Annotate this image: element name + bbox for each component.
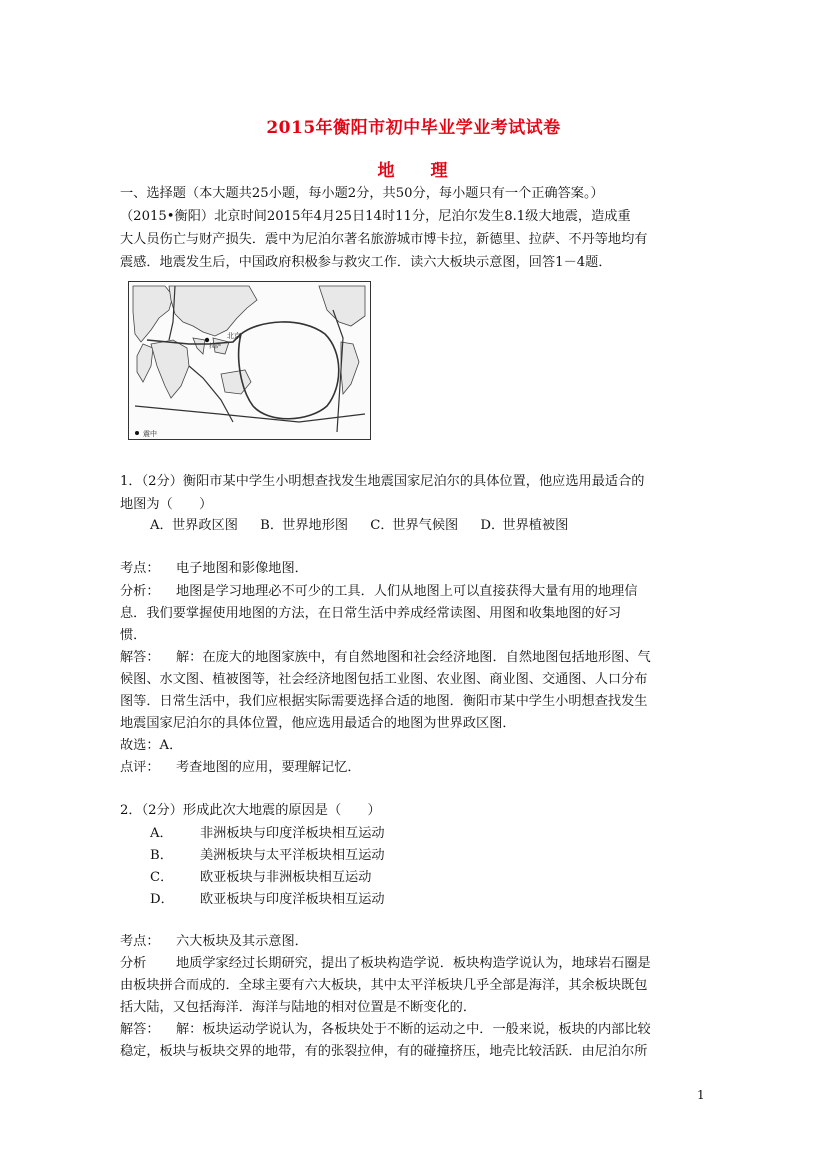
- q1-jieda: 地震国家尼泊尔的具体位置，他应选用最适合的地图为世界政区图．: [120, 716, 516, 731]
- q2-option-b: B． 美洲板块与太平洋板块相互运动: [150, 848, 385, 863]
- q2-kaodian: 考点： 六大板块及其示意图．: [120, 934, 308, 949]
- south-america-shape: [137, 344, 153, 382]
- q1-fenxi: 惯．: [120, 628, 147, 643]
- africa-shape: [151, 340, 189, 398]
- section-heading: 一、选择题（本大题共25小题，每小题2分，共50分，每小题只有一个正确答案。）: [120, 186, 604, 201]
- option-a: A．世界政区图: [150, 518, 238, 533]
- india-shape: [193, 338, 205, 354]
- q1-jieda: 候图、水文图、植被图等，社会经济地图包括工业图、农业图、商业图、交通图、人口分布: [120, 672, 648, 687]
- context-line: 大人员伤亡与财产损失．震中为尼泊尔著名旅游城市博卡拉，新德里、拉萨、不丹等地均有: [120, 232, 648, 247]
- eurasia-shape: [169, 286, 257, 336]
- subject-title: 地 理: [377, 161, 450, 181]
- plate-map-figure: [128, 281, 371, 440]
- q2-option-d: D． 欧亚板块与印度洋板块相互运动: [150, 892, 385, 907]
- antarctic-plate-boundary: [135, 406, 365, 422]
- q1-options: [150, 515, 750, 536]
- q2-jieda: 解答： 解：板块运动学说认为，各板块处于不断的运动之中．一般来说，板块的内部比较: [120, 1022, 651, 1037]
- exam-title: 2015年衡阳市初中毕业学业考试试卷: [266, 118, 561, 138]
- option-d: D．世界植被图: [480, 518, 569, 533]
- pacific-plate-boundary: [239, 322, 339, 419]
- q2-fenxi: 由板块拼合而成的．全球主要有六大板块，其中太平洋板块几乎全部是海洋，其余板块既包: [120, 978, 648, 993]
- q2-jieda: 稳定，板块与板块交界的地带，有的张裂拉伸，有的碰撞挤压，地壳比较活跃．由尼泊尔所: [120, 1044, 648, 1059]
- q1-pingping: 点评： 考查地图的应用，要理解记忆．: [120, 760, 361, 775]
- q2-stem: 2．（2分）形成此次大地震的原因是（ ）: [120, 803, 381, 818]
- q1-kaodian: 考点： 电子地图和影像地图．: [120, 561, 308, 576]
- q1-fenxi: 息．我们要掌握使用地图的方法，在日常生活中养成经常读图、用图和收集地图的好习: [120, 606, 622, 621]
- epicentre-marker: [205, 338, 209, 342]
- context-line: 震感．地震发生后，中国政府积极参与救灾工作．读六大板块示意图，回答1－4题．: [120, 255, 612, 270]
- q1-jieda: 图等．日常生活中，我们应根据实际需要选择合适的地图．衡阳市某中学生小明想查找发生: [120, 694, 648, 709]
- q2-fenxi: 分析 地质学家经过长期研究，提出了板块构造学说．板块构造学说认为，地球岩石圈是: [120, 956, 651, 971]
- legend-epicentre-icon: [135, 431, 139, 435]
- option-c: C．世界气候图: [370, 518, 459, 533]
- legend-label: 震中: [143, 430, 157, 438]
- north-america-shape: [133, 286, 173, 342]
- q2-option-a: A． 非洲板块与印度洋板块相互运动: [150, 826, 385, 841]
- lasa-label: 拉萨: [209, 343, 222, 350]
- north-america-east-shape: [319, 286, 365, 326]
- context-line: （2015•衡阳）北京时间2015年4月25日14时11分，尼泊尔发生8.1级大地震，造成重: [120, 209, 631, 224]
- australia-shape: [221, 370, 251, 394]
- beijing-label: 北京: [227, 332, 241, 340]
- q2-fenxi: 括大陆，又包括海洋．海洋与陆地的相对位置是不断变化的．: [120, 1000, 477, 1015]
- q1-fenxi: 分析： 地图是学习地理必不可少的工具．人们从地图上可以直接获得大量有用的地理信: [120, 584, 638, 599]
- south-america-east-shape: [341, 342, 359, 394]
- q1-answer: 故选：A．: [120, 738, 183, 753]
- q1-jieda: 解答： 解：在庞大的地图家族中，有自然地图和社会经济地图．自然地图包括地形图、气: [120, 650, 651, 665]
- page-number: 1: [697, 1088, 705, 1102]
- q1-stem: 地图为（ ）: [120, 497, 213, 512]
- option-b: B．世界地形图: [260, 518, 349, 533]
- q1-stem: 1．（2分）衡阳市某中学生小明想查找发生地震国家尼泊尔的具体位置，他应选用最适合的: [120, 474, 645, 489]
- plate-map: [129, 282, 370, 439]
- q2-option-c: C． 欧亚板块与非洲板块相互运动: [150, 870, 372, 885]
